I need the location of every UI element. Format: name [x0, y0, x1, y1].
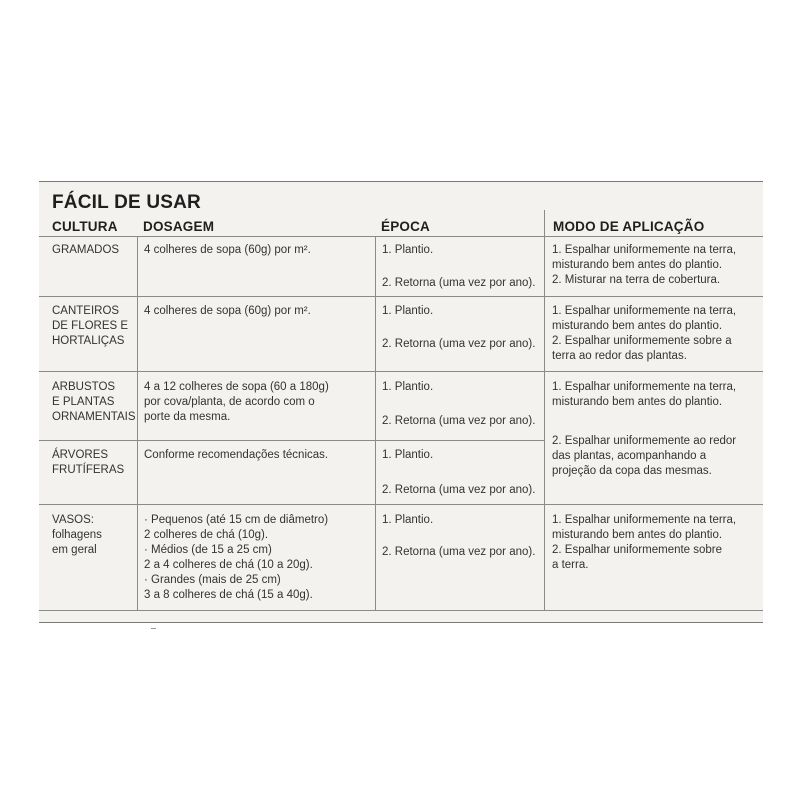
cell-dosagem: 4 colheres de sopa (60g) por m².: [144, 244, 311, 256]
cell-modo: 1. Espalhar uniformemente na terra, misturando bem antes do plantio. 2. Misturar na terra de cobertura.: [552, 244, 737, 286]
cell-cultura: VASOS: folhagens em geral: [52, 514, 102, 556]
cell-modo: 1. Espalhar uniformemente na terra, misturando bem antes do plantio. 2. Espalhar uniformemente sobre a terra ao redor das plantas.: [552, 305, 737, 362]
header-divider: [39, 236, 763, 237]
column-divider: [544, 210, 545, 610]
cell-modo: 1. Espalhar uniformemente na terra, misturando bem antes do plantio.: [552, 381, 737, 408]
cell-epoca-plantio: 1. Plantio.: [382, 381, 434, 393]
cell-cultura: GRAMADOS: [52, 244, 120, 256]
cell-dosagem: 4 a 12 colheres de sopa (60 a 180g) por cova/planta, de acordo com o porte da mesma.: [144, 381, 329, 423]
column-divider: [137, 236, 138, 610]
cell-modo: 1. Espalhar uniformemente na terra, misturando bem antes do plantio. 2. Espalhar uniformemente sobre a terra.: [552, 514, 737, 571]
cell-epoca-plantio: 1. Plantio.: [382, 305, 434, 317]
cell-epoca-retorna: 2. Retorna (uma vez por ano).: [382, 338, 536, 350]
row-divider: [39, 504, 763, 505]
cell-modo: 2. Espalhar uniformemente ao redor das plantas, acompanhando a projeção da copa das mesmas.: [552, 435, 737, 477]
header-dosagem: DOSAGEM: [143, 219, 215, 234]
cell-epoca-retorna: 2. Retorna (uma vez por ano).: [382, 415, 536, 427]
cell-epoca-retorna: 2. Retorna (uma vez por ano).: [382, 546, 536, 558]
cell-cultura: ÁRVORES FRUTÍFERAS: [52, 449, 125, 476]
cell-epoca-retorna: 2. Retorna (uma vez por ano).: [382, 484, 536, 496]
table-title: FÁCIL DE USAR: [52, 192, 201, 213]
header-modo: MODO DE APLICAÇÃO: [553, 219, 705, 234]
cell-dosagem: · Pequenos (até 15 cm de diâmetro) 2 colheres de chá (10g). · Médios (de 15 a 25 cm) 2 a 4 colheres de chá (10 a 20g). · Grandes (mais de 25 cm) 3 a 8 colheres de chá (15 a 40g).: [144, 514, 329, 601]
header-epoca: ÉPOCA: [381, 219, 431, 234]
cell-epoca-retorna: 2. Retorna (uma vez por ano).: [382, 277, 536, 289]
header-cultura: CULTURA: [52, 219, 118, 234]
decorative-mark: [151, 628, 156, 629]
row-divider: [39, 610, 763, 611]
cell-epoca-plantio: 1. Plantio.: [382, 514, 434, 526]
usage-table-card: [39, 181, 763, 623]
cell-cultura: CANTEIROS DE FLORES E HORTALIÇAS: [52, 305, 129, 347]
cell-epoca-plantio: 1. Plantio.: [382, 449, 434, 461]
row-divider: [39, 371, 763, 372]
cell-dosagem: Conforme recomendações técnicas.: [144, 449, 329, 461]
row-divider: [39, 296, 763, 297]
cell-cultura: ARBUSTOS E PLANTAS ORNAMENTAIS: [52, 381, 136, 423]
cell-epoca-plantio: 1. Plantio.: [382, 244, 434, 256]
row-divider: [39, 440, 544, 441]
cell-dosagem: 4 colheres de sopa (60g) por m².: [144, 305, 311, 317]
column-divider: [375, 236, 376, 610]
